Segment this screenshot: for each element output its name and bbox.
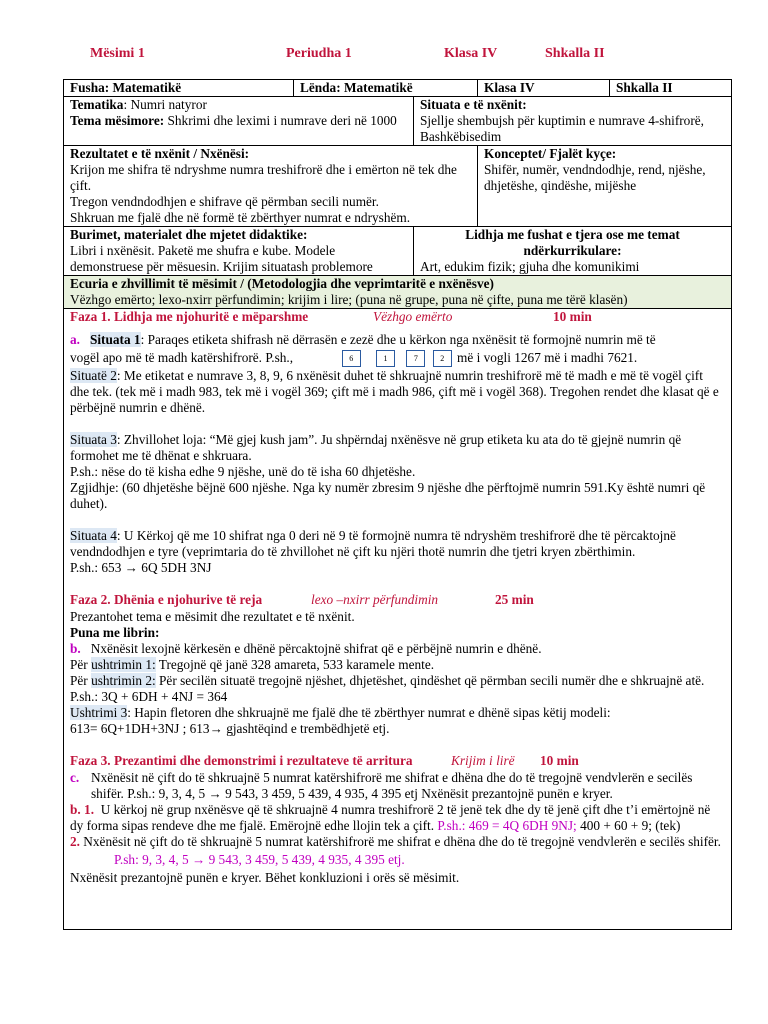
concepts-cell bbox=[478, 146, 732, 227]
situation-1-line2 bbox=[70, 348, 725, 368]
situation-2 bbox=[70, 368, 725, 416]
field-cell: Fusha: Matematikë bbox=[64, 80, 294, 97]
situation-3-solution: Zgjidhje: (60 dhjetëshe bëjnë 600 njëshe. Nga ky numër zbresim 9 njëshe dhe përftojmë numrin 591.Ky është numri që duhet). bbox=[70, 480, 706, 511]
phase3-heading bbox=[70, 753, 725, 770]
digit-card: 2 bbox=[433, 350, 452, 367]
methodology-value: Vëzhgo emërto; lexo-nxirr përfundimin; krijim i lire; (puna në grupe, puna në çifte, puna me tërë klasën) bbox=[70, 292, 628, 307]
book-work-label: Puna me librin: bbox=[70, 625, 160, 640]
item-2-example: P.sh: 9, 3, 4, 5 → 9 543, 3 459, 5 439, 4 935, 4 395 etj. bbox=[114, 852, 405, 867]
phase3-time: 10 min bbox=[540, 753, 579, 768]
situation-4 bbox=[70, 528, 725, 560]
exercise-1-label: ushtrimin 1: bbox=[91, 657, 156, 672]
exercise-3-model: 613= 6Q+1DH+3NJ ; 613→ gjashtëqind e trembëdhjetë etj. bbox=[70, 721, 390, 736]
situation-1-text: : Paraqes etiketa shifrash në dërrasën e zezë dhe u kërkon nga nxënësit të formojnë numrin më të bbox=[140, 332, 656, 347]
phase3-b1 bbox=[70, 802, 725, 834]
b1-example: P.sh.: 469 = 4Q 6DH 9NJ; bbox=[437, 818, 577, 833]
c-label: c. bbox=[70, 770, 80, 785]
situation-3-text: : Zhvillohet loja: “Më gjej kush jam”. Ju shpërndaj nxënësve në grup etiketa ku ata do të gjejnë numrin që formohet me të dhënat e shkruara. bbox=[70, 432, 682, 463]
class-cell: Klasa IV bbox=[478, 80, 610, 97]
exercise-3-label: Ushtrimi 3 bbox=[70, 705, 128, 720]
phase1-heading bbox=[70, 309, 725, 326]
exercise-1-pre: Për bbox=[70, 657, 92, 672]
closing-text: Nxënësit prezantojnë punën e kryer. Bëhet konkluzioni i orës së mësimit. bbox=[70, 870, 460, 885]
links-cell bbox=[414, 227, 732, 276]
situation-3 bbox=[70, 432, 725, 464]
situation-label: Situata e të nxënit: bbox=[420, 97, 527, 112]
outcome-item: Shkruan me fjalë dhe në formë të zbërthyer numrat e ndryshëm. bbox=[70, 210, 411, 225]
exercise-3-text: : Hapin fletoren dhe shkruajnë me fjalë dhe të zbërthyer numrat e dhënë sipas këtij modeli: bbox=[127, 705, 611, 720]
links-label-2: ndërkurrikulare: bbox=[523, 243, 622, 258]
situation-1-text-2: vogël apo më të madh katërshifrorë. P.sh., bbox=[70, 350, 294, 365]
phase2-title: Faza 2. Dhënia e njohurive të reja bbox=[70, 592, 263, 607]
resources-label: Burimet, materialet dhe mjetet didaktike: bbox=[70, 227, 308, 242]
lesson-topic-value: Shkrimi dhe leximi i numrave deri në 1000 bbox=[164, 113, 397, 128]
situation-4-label: Situata 4 bbox=[70, 528, 117, 543]
class-label: Klasa IV bbox=[444, 46, 498, 61]
resources-line: demonstruese për mësuesin. Krijim situatash problemore bbox=[70, 259, 373, 274]
topic-cell bbox=[64, 97, 414, 146]
situation-1-label: Situata 1 bbox=[89, 332, 141, 347]
resources-line: Libri i nxënësit. Paketë me shufra e kube. Modele bbox=[70, 243, 336, 258]
phase1-title: Faza 1. Lidhja me njohuritë e mëparshme bbox=[70, 309, 309, 324]
b1-label: b. 1. bbox=[70, 802, 95, 817]
b-text: Nxënësit lexojnë kërkesën e dhënë përcaktojnë shifrat që e përbëjnë numrin e dhënë. bbox=[90, 641, 542, 656]
situation-2-text: : Me etiketat e numrave 3, 8, 9, 6 nxënësit duhet të shkruajnë numrin treshifrorë më të madh e më të vogël çift dhe tek. (tek më i madh 983, tek më i vogël 369; çift më i madh 986, çift më i vogël 368). Tregohen rendet dhe klasat që e përbëjnë numrin e dhënë. bbox=[70, 368, 719, 415]
situation-4-example: P.sh.: 653 → 6Q 5DH 3NJ bbox=[70, 560, 212, 575]
level-label: Shkalla II bbox=[545, 46, 605, 61]
digit-card: 1 bbox=[376, 350, 395, 367]
exercise-2 bbox=[70, 673, 725, 705]
digit-card: 6 bbox=[342, 350, 361, 367]
lesson-topic-label: Tema mësimore: bbox=[70, 113, 165, 128]
exercise-2-pre: Për bbox=[70, 673, 92, 688]
outcome-item: Tregon vendndodhjen e shifrave që përmban secili numër. bbox=[70, 194, 379, 209]
outcomes-cell bbox=[64, 146, 478, 227]
exercise-3 bbox=[70, 705, 725, 721]
lesson-plan-table bbox=[63, 79, 732, 930]
links-label: Lidhja me fushat e tjera ose me temat bbox=[465, 227, 680, 242]
exercise-1 bbox=[70, 657, 725, 673]
phase2-method: lexo –nxirr përfundimin bbox=[311, 592, 439, 607]
outcome-item: Krijon me shifra të ndryshme numra treshifrorë dhe i emërton në tek dhe çift. bbox=[70, 162, 457, 193]
phase3-2 bbox=[70, 834, 725, 850]
c-text: Nxënësit në çift do të shkruajnë 5 numrat katërshifrorë me shifrat e dhëna dhe do të tregojnë vendvlerën e secilës shifër. P.sh.: 9, 3, 4, 5 → 9 543, 3 459, 5 439, 4 935, 4 395 etj Nxënësit prezantojnë punën e kryer. bbox=[91, 770, 693, 801]
concepts-label: Konceptet/ Fjalët kyçe: bbox=[484, 146, 617, 161]
b1-tail: 400 + 60 + 9; (tek) bbox=[576, 818, 681, 833]
phase1-time: 10 min bbox=[553, 309, 592, 324]
situation-3-label: Situata 3 bbox=[70, 432, 117, 447]
exercise-1-text: Tregojnë që janë 328 amareta, 533 karamele mente. bbox=[155, 657, 435, 672]
situation-4-text: : U Kërkoj që me 10 shifrat nga 0 deri në 9 të formojnë numra të ndryshëm treshifrorë dhe të përcaktojnë vendndodhjen e tyre (veprimtaria do të zhvillohet në çift ku njëri thotë numrin dhe tjetri kryen zbërthimin. bbox=[70, 528, 676, 559]
period: Periudha 1 bbox=[286, 46, 352, 61]
b1-text: U kërkoj në grup nxënësve që të shkruajnë 4 numra treshifrorë 2 të jenë tek dhe dy të jenë çift dhe t’i emërtojnë në dy forma sipas rendeve dhe me fjalë. Emërojnë edhe llojin tek a çift. bbox=[70, 802, 711, 833]
phase3-c bbox=[70, 770, 725, 802]
topic-label: Tematika bbox=[70, 97, 124, 112]
phase3-title: Faza 3. Prezantimi dhe demonstrimi i rezultateve të arritura bbox=[70, 753, 413, 768]
phase2-b bbox=[70, 641, 725, 657]
subject-cell: Lënda: Matematikë bbox=[294, 80, 478, 97]
situation-cell bbox=[414, 97, 732, 146]
item-2-text: Nxënësit në çift do të shkruajnë 5 numrat katërshifrorë me shifrat e dhëna dhe do të tregojnë vendvlerën e secilës shifër. bbox=[79, 834, 721, 849]
methodology-cell bbox=[64, 276, 732, 309]
exercise-2-label: ushtrimin 2: bbox=[91, 673, 156, 688]
a-label: a. bbox=[70, 332, 80, 347]
digit-card: 7 bbox=[406, 350, 425, 367]
exercise-2-text: Për secilën situatë tregojnë njëshet, dhjetëshet, qindëshet që përmban secili numër dhe e shkruajnë atë. P.sh.: 3Q + 6DH + 4NJ = 364 bbox=[70, 673, 705, 704]
item-2-label: 2. bbox=[70, 834, 80, 849]
level-cell: Shkalla II bbox=[610, 80, 732, 97]
resources-cell bbox=[64, 227, 414, 276]
phase1-method: Vëzhgo emërto bbox=[373, 309, 453, 324]
b-label: b. bbox=[70, 641, 81, 656]
situation-2-label: Situatë 2 bbox=[70, 368, 117, 383]
methodology-label: Ecuria e zhvillimit të mësimit / (Metodologjia dhe veprimtaritë e nxënësve) bbox=[70, 276, 494, 291]
phase2-heading bbox=[70, 592, 725, 609]
situation-value: Sjellje shembujsh për kuptimin e numrave 4-shifrorë, Bashkëbisedim bbox=[420, 113, 704, 144]
phase2-time: 25 min bbox=[495, 592, 534, 607]
lesson-number: Mësimi 1 bbox=[90, 46, 145, 61]
phase2-intro: Prezantohet tema e mësimit dhe rezultatet e të nxënit. bbox=[70, 609, 355, 624]
phase3-method: Krijim i lirë bbox=[451, 753, 515, 768]
topic-value: : Numri natyror bbox=[123, 97, 207, 112]
lesson-body bbox=[64, 309, 732, 930]
concepts-value: Shifër, numër, vendndodhje, rend, njëshe, dhjetëshe, qindëshe, mijëshe bbox=[484, 162, 706, 193]
links-value: Art, edukim fizik; gjuha dhe komunikimi bbox=[420, 259, 640, 274]
situation-1 bbox=[70, 332, 725, 348]
situation-3-example: P.sh.: nëse do të kisha edhe 9 njëshe, unë do të isha 60 dhjetëshe. bbox=[70, 464, 416, 479]
outcomes-label: Rezultatet e të nxënit / Nxënësi: bbox=[70, 146, 250, 161]
situation-1-tail: më i vogli 1267 më i madhi 7621. bbox=[457, 350, 638, 365]
